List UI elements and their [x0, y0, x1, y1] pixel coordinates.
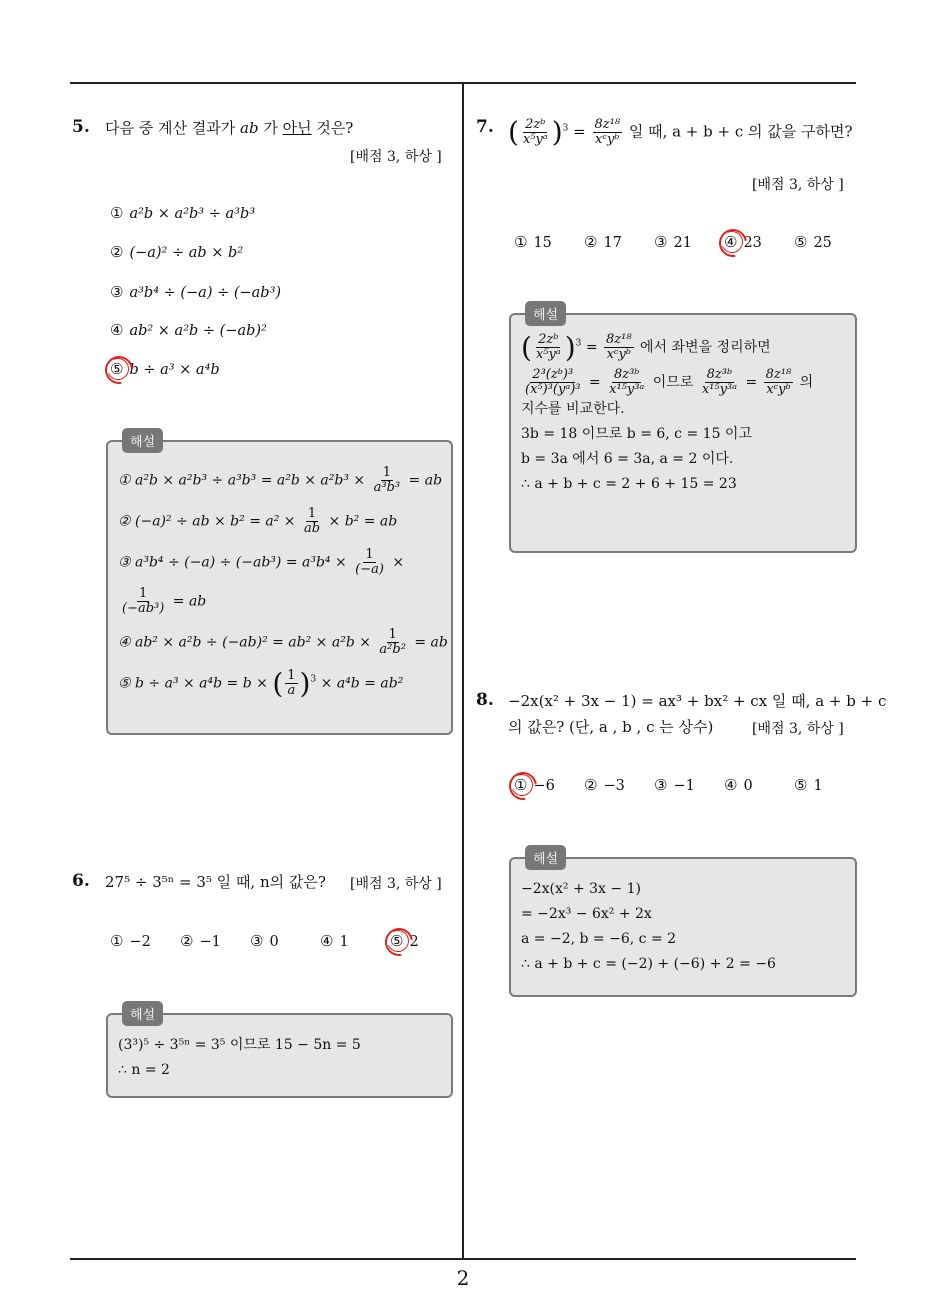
solution-tag: 해설: [525, 845, 566, 870]
choice-1[interactable]: ① −2: [110, 932, 151, 950]
solution-line: ∴ a + b + c = (−2) + (−6) + 2 = −6: [521, 956, 776, 972]
score-label: [배점 3, 하상 ]: [752, 177, 844, 193]
choice-1[interactable]: ① a²b × a²b³ ÷ a³b³: [110, 204, 256, 222]
solution-line: ④ ab² × a²b ÷ (−ab)² = ab² × a²b × $\frac{1}{\text{a²b²}}$ = ab: [118, 627, 448, 657]
bottom-rule: [70, 1258, 856, 1260]
solution-line: ① a²b × a²b³ ÷ a³b³ = a²b × a²b³ × $\frac{1}{\text{a³b³}}$ = ab: [118, 465, 443, 495]
choice-4[interactable]: ④ 0: [724, 776, 753, 794]
answer-circle-icon: ⑤: [390, 932, 404, 950]
problem-number: 7.: [476, 117, 494, 137]
choice-3[interactable]: ③ −1: [654, 776, 695, 794]
solution-line: b = 3a 에서 6 = 3a, a = 2 이다.: [521, 451, 734, 467]
page-number: 2: [456, 1266, 470, 1290]
answer-circle-icon: ④: [724, 233, 738, 251]
solution-tag: 해설: [525, 301, 566, 326]
problem-text: ( $\frac{\text{2zᵇ}}{\text{x⁵yᵃ}}$ )$^3$ = $\frac{\text{8z¹⁸}}{\text{xᶜyᵇ}}$ 일 때, a + b + c 의 값을 구하면?: [508, 115, 853, 149]
problem-text: 다음 중 계산 결과가 ab 가 아닌 것은?: [105, 119, 354, 137]
choice-2[interactable]: ② (−a)² ÷ ab × b²: [110, 243, 244, 261]
solution-line: $\frac{1}{\text{(−ab³)}}$ = ab: [122, 586, 207, 616]
choice-5-selected[interactable]: ⑤ 2: [390, 932, 419, 950]
solution-line: $\frac{\text{2³(zᵇ)³}}{\text{(x⁵)³(yᵃ)³}}$ = $\frac{\text{8z³ᵇ}}{\text{x¹⁵y³ᵃ}}$ 이므로 $\frac{\text{8z³ᵇ}}{\text{x¹⁵y³ᵃ}}$ = $\frac{\text{8z¹⁸}}{\text{xᶜyᵇ}}$ 의: [525, 367, 814, 397]
problem-text: 27⁵ ÷ 3⁵ⁿ = 3⁵ 일 때, n의 값은?: [105, 873, 326, 891]
solution-line: 3b = 18 이므로 b = 6, c = 15 이고: [521, 426, 752, 442]
choice-5[interactable]: ⑤ 1: [794, 776, 823, 794]
answer-circle-icon: ①: [514, 776, 528, 794]
choice-2[interactable]: ② 17: [584, 233, 622, 251]
score-label: [배점 3, 하상 ]: [752, 721, 844, 737]
problem-number: 6.: [72, 871, 90, 891]
choice-4[interactable]: ④ ab² × a²b ÷ (−ab)²: [110, 321, 267, 339]
choice-3[interactable]: ③ 0: [250, 932, 279, 950]
solution-box: [509, 308, 857, 553]
choice-1[interactable]: ① 15: [514, 233, 552, 251]
solution-line: a = −2, b = −6, c = 2: [521, 931, 677, 947]
solution-line: = −2x³ − 6x² + 2x: [521, 906, 652, 922]
solution-line: ∴ n = 2: [118, 1062, 170, 1078]
solution-line: 지수를 비교한다.: [521, 401, 625, 417]
choice-4-selected[interactable]: ④ 23: [724, 233, 762, 251]
choice-3[interactable]: ③ 21: [654, 233, 692, 251]
problem-text-line-1: −2x(x² + 3x − 1) = ax³ + bx² + cx 일 때, a + b + c: [508, 692, 887, 710]
answer-circle-icon: ⑤: [110, 360, 124, 378]
solution-tag: 해설: [122, 1001, 163, 1026]
choice-2[interactable]: ② −1: [180, 932, 221, 950]
solution-tag: 해설: [122, 428, 163, 453]
solution-box: [106, 435, 453, 735]
column-divider: [462, 84, 464, 1258]
solution-line: ( $\frac{\text{2zᵇ}}{\text{x⁵yᵃ}}$ )$^3$ = $\frac{\text{8z¹⁸}}{\text{xᶜyᵇ}}$ 에서 좌변을 정리하면: [521, 331, 771, 364]
choice-3[interactable]: ③ a³b⁴ ÷ (−a) ÷ (−ab³): [110, 283, 282, 301]
choice-5-selected[interactable]: ⑤ b ÷ a³ × a⁴b: [110, 360, 220, 378]
choice-5[interactable]: ⑤ 25: [794, 233, 832, 251]
score-label: [배점 3, 하상 ]: [350, 149, 442, 165]
score-label: [배점 3, 하상 ]: [350, 876, 442, 892]
solution-line: ② (−a)² ÷ ab × b² = a² × $\frac{1}{ab}$ × b² = ab: [118, 506, 398, 536]
choice-2[interactable]: ② −3: [584, 776, 625, 794]
solution-line: −2x(x² + 3x − 1): [521, 881, 641, 897]
solution-line: ∴ a + b + c = 2 + 6 + 15 = 23: [521, 476, 737, 492]
solution-line: (3³)⁵ ÷ 3⁵ⁿ = 3⁵ 이므로 15 − 5n = 5: [118, 1037, 361, 1053]
solution-box: [106, 1008, 453, 1098]
choice-4[interactable]: ④ 1: [320, 932, 349, 950]
solution-line: ⑤ b ÷ a³ × a⁴b = b × ( $\frac{1}{a}$ )$^3$ × a⁴b = ab²: [118, 667, 404, 700]
problem-number: 8.: [476, 690, 494, 710]
choice-1-selected[interactable]: ① −6: [514, 776, 555, 794]
problem-number: 5.: [72, 117, 90, 137]
problem-text-line-2: 의 값은? (단, a , b , c 는 상수): [508, 718, 714, 736]
solution-line: ③ a³b⁴ ÷ (−a) ÷ (−ab³) = a³b⁴ × $\frac{1}{(-a)}$ ×: [118, 547, 405, 577]
solution-box: [509, 852, 857, 997]
